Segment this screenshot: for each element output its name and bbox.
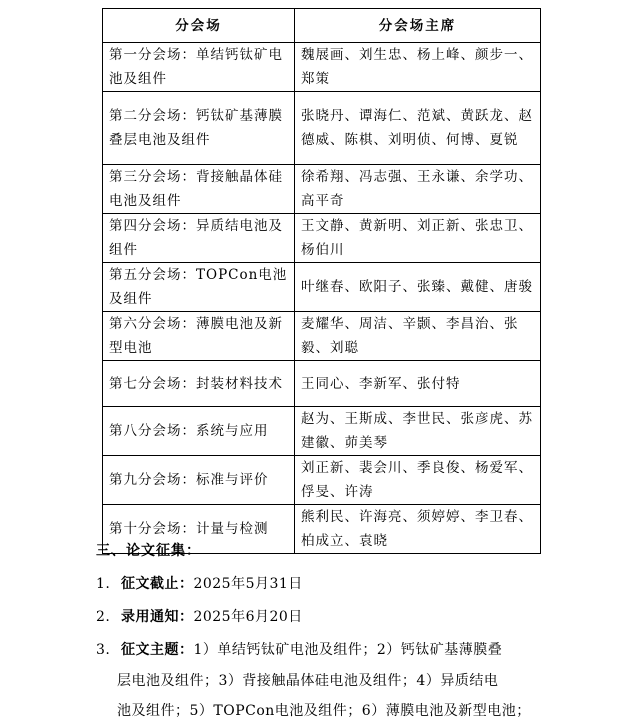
table-row xyxy=(103,456,541,505)
chairs-cell: 熊利民、许海亮、须婷婷、李卫春、柏成立、袁晓 xyxy=(295,505,541,554)
item-label: 征文截止： xyxy=(120,576,194,592)
session-cell: 第十分会场：计量与检测 xyxy=(103,505,295,554)
chairs-cell: 叶继春、欧阳子、张臻、戴健、唐骏 xyxy=(295,263,541,312)
item-value: 2025年6月20日 xyxy=(193,609,303,625)
chairs-cell: 王同心、李新军、张付特 xyxy=(295,361,541,407)
session-cell: 第五分会场：TOPCon电池及组件 xyxy=(103,263,295,312)
table-row xyxy=(103,263,541,312)
session-chairs-table xyxy=(102,8,541,554)
item-text-line: 池及组件；5）TOPCon电池及组件；6）薄膜电池及新型电池； xyxy=(117,703,531,719)
table-row xyxy=(103,407,541,456)
table-row xyxy=(103,165,541,214)
session-cell: 第六分会场：薄膜电池及新型电池 xyxy=(103,312,295,361)
chairs-cell: 麦耀华、周洁、辛颢、李昌治、张毅、刘聪 xyxy=(295,312,541,361)
item-number: 3. xyxy=(96,642,111,658)
table-header-row xyxy=(103,9,541,43)
session-cell: 第八分会场：系统与应用 xyxy=(103,407,295,456)
item-label: 录用通知： xyxy=(120,609,194,625)
list-item xyxy=(96,640,536,660)
table-row xyxy=(103,214,541,263)
chairs-cell: 魏展画、刘生忠、杨上峰、颜步一、郑策 xyxy=(295,43,541,92)
list-item xyxy=(96,574,303,594)
table-row xyxy=(103,92,541,165)
session-cell: 第四分会场：异质结电池及组件 xyxy=(103,214,295,263)
chairs-cell: 张晓丹、谭海仁、范斌、黄跃龙、赵德威、陈棋、刘明侦、何博、夏锐 xyxy=(295,92,541,165)
session-cell: 第九分会场：标准与评价 xyxy=(103,456,295,505)
item-value: 2025年5月31日 xyxy=(193,576,303,592)
item-label: 征文主题： xyxy=(120,642,194,658)
chairs-cell: 王文静、黄新明、刘正新、张忠卫、杨伯川 xyxy=(295,214,541,263)
session-cell: 第三分会场：背接触晶体硅电池及组件 xyxy=(103,165,295,214)
table-row xyxy=(103,361,541,407)
session-cell: 第二分会场：钙钛矿基薄膜叠层电池及组件 xyxy=(103,92,295,165)
item-number: 1. xyxy=(96,576,111,592)
table-row xyxy=(103,312,541,361)
chairs-cell: 赵为、王斯成、李世民、张彦虎、苏建徽、茆美琴 xyxy=(295,407,541,456)
table-row xyxy=(103,43,541,92)
item-text-line: 1）单结钙钛矿电池及组件；2）钙钛矿基薄膜叠 xyxy=(193,642,503,658)
section-title: 三、论文征集： xyxy=(96,543,201,559)
chairs-cell: 徐希翔、冯志强、王永谦、余学功、高平奇 xyxy=(295,165,541,214)
item-continuation xyxy=(117,666,531,726)
session-cell: 第一分会场：单结钙钛矿电池及组件 xyxy=(103,43,295,92)
session-cell: 第七分会场：封装材料技术 xyxy=(103,361,295,407)
chairs-cell: 刘正新、裴会川、季良俊、杨爱军、俘旻、许涛 xyxy=(295,456,541,505)
header-session: 分会场 xyxy=(103,9,295,43)
header-chairs: 分会场主席 xyxy=(295,9,541,43)
item-text-line: 层电池及组件；3）背接触晶体硅电池及组件；4）异质结电 xyxy=(117,673,499,689)
list-item xyxy=(96,607,303,627)
item-number: 2. xyxy=(96,609,111,625)
